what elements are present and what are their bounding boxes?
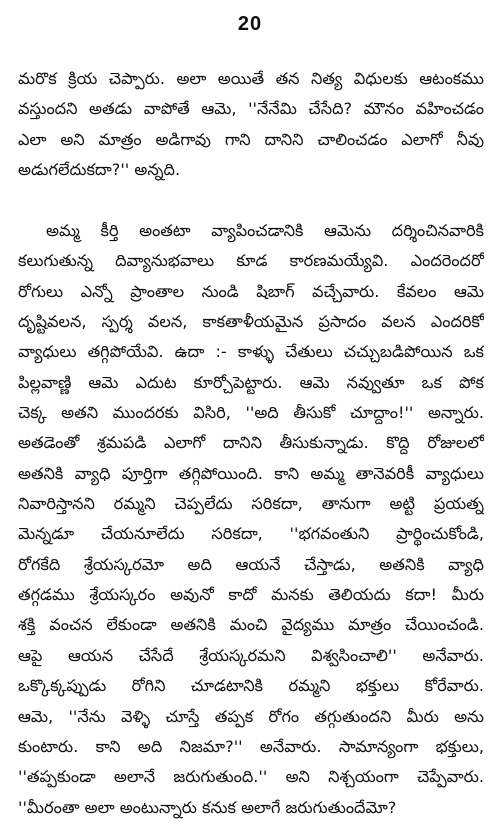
text-line: కలుగుతున్న దివ్యానుభవాలు కూడ కారణమయ్యేవి. ఎందరెందరో bbox=[18, 251, 484, 271]
text-line: శక్తి వంచన లేకుండా అతనికి మంచి వైద్యము మాత్రం చేయించండి. bbox=[18, 615, 484, 635]
text-line: ''మీరంతా అలా అంటున్నారు కనుక అలాగే జరుగుతుందేమో? bbox=[18, 797, 397, 817]
text-line: ఒక్కొక్కప్పుడు రోగిని చూడటానికి రమ్మని భక్తులు కోరేవారు. bbox=[18, 676, 484, 696]
text-line: కుంటారు. కాని అది నిజమా?'' అనేవారు. సామాన్యంగా భక్తులు, bbox=[18, 736, 484, 756]
text-line: అతనికి వ్యాధి పూర్తిగా తగ్గిపోయింది. కాని అమ్మ తానెవరికీ వ్యాధులు bbox=[18, 463, 484, 483]
page-number: 20 bbox=[237, 13, 263, 35]
text-line: మరొక క్రియ చెప్పారు. అలా అయితే తన నిత్య విధులకు ఆటంకము bbox=[18, 69, 484, 88]
text-line: రోగకేది శ్రేయస్కరమో అది ఆయనే చేస్తాడు, అతనికి వ్యాధి bbox=[18, 554, 484, 574]
text-line: పిల్లవాణ్ణి ఆమె ఎదుట కూర్చోపెట్టారు. ఆమె నవ్వుతూ ఒక పోక bbox=[18, 372, 484, 392]
paragraph-2 bbox=[18, 216, 484, 823]
text-line: ''తప్పకుండా అలానే జరుగుతుంది.'' అని నిశ్చయంగా చెప్పేవారు. bbox=[18, 767, 484, 787]
text-line: దృష్టివలన, స్పర్శ వలన, కాకతాళీయమైన ప్రసాదం వలన ఎందరికో bbox=[18, 312, 484, 332]
text-line: ఎలా అని మాత్రం అడిగావు గాని దానిని చాలించడం ఎలాగో నీవు bbox=[18, 129, 484, 149]
text-line: రోగులు ఎన్నో ప్రాంతాల నుండి షిబాగ్ వచ్చేవారు. కేవలం ఆమె bbox=[18, 281, 484, 301]
text-line: తగ్గడము శ్రేయస్కరం అవునో కాదో మనకు తెలియదు కదా! మీరు bbox=[18, 585, 484, 605]
text-line: అతడెంతో శ్రమపడి ఎలాగో దానిని తీసుకున్నాడు. కొద్ది రోజులలో bbox=[18, 433, 484, 453]
text-line: చెక్క అతని ముందరకు విసిరి, ''అది తీసుకో చూద్దాం!'' అన్నారు. bbox=[18, 403, 484, 423]
text-line: అడుగలేదుకదా?'' అన్నది. bbox=[18, 160, 181, 180]
text-line: ఆపై ఆయన చేసేదే శ్రేయస్కరమని విశ్వసించాలి'' అనేవారు. bbox=[18, 645, 484, 665]
text-line: ఆమె, ''నేను వెళ్ళి చూస్తే తప్పక రోగం తగ్గుతుందని మీరు అను bbox=[18, 706, 484, 726]
text-line: నివారిస్తానని రమ్మని చెప్పలేదు సరికదా, తానుగా అట్టి ప్రయత్న bbox=[18, 494, 484, 514]
text-line: వస్తుందని అతడు వాపోతే ఆమె, ''నేనేమి చేసేది? మౌనం వహించడం bbox=[18, 99, 484, 119]
text-line: వ్యాధులు తగ్గిపోయేవి. ఉదా :- కాళ్ళు చేతులు చచ్చుబడిపోయిన ఒక bbox=[18, 342, 484, 362]
paragraph-1 bbox=[18, 64, 484, 185]
text-line: అమ్మ కీర్తి అంతటా వ్యాపించడానికి ఆమెను దర్శించినవారికి bbox=[46, 221, 484, 240]
text-line: మెన్నడూ చేయనూలేదు సరికదా, ''భగవంతుని ప్రార్థించుకోండి, bbox=[18, 524, 484, 544]
